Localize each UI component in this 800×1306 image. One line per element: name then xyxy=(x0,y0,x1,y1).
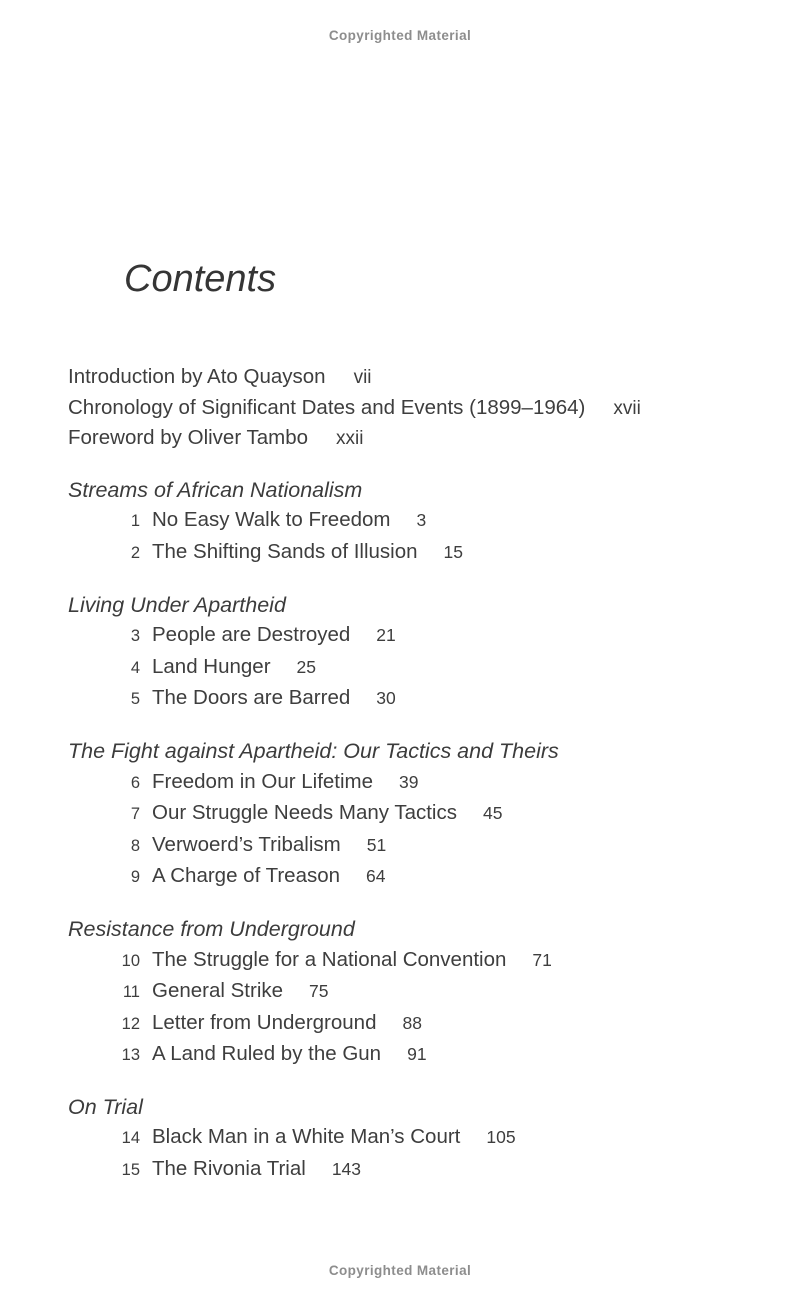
toc-entry xyxy=(68,1154,748,1186)
chapter-title: Land Hunger xyxy=(152,654,271,678)
chapter-number: 9 xyxy=(130,868,140,887)
chapter-title: Our Struggle Needs Many Tactics xyxy=(152,801,457,825)
chapter-page-number: 21 xyxy=(376,625,396,646)
chapter-page-number: 143 xyxy=(331,1159,362,1180)
chapter-number: 12 xyxy=(121,1014,140,1033)
chapter-page-number: 45 xyxy=(482,803,503,824)
chapter-title: Letter from Underground xyxy=(152,1010,377,1034)
toc-entry xyxy=(68,830,748,862)
chapter-title: Verwoerd’s Tribalism xyxy=(152,832,341,856)
toc-entry xyxy=(68,1039,748,1071)
section-heading: Living Under Apartheid xyxy=(68,592,286,617)
chapter-page-number: 91 xyxy=(407,1044,427,1065)
chapter-page-number: 39 xyxy=(399,771,419,792)
toc-entry xyxy=(68,861,748,893)
entry-label: Foreword by Oliver Tambo xyxy=(68,426,309,450)
chapter-title: Black Man in a White Man’s Court xyxy=(152,1125,461,1149)
front-matter-entry xyxy=(68,393,748,424)
chapter-page-number: 30 xyxy=(376,688,396,709)
chapter-title: General Strike xyxy=(152,979,284,1003)
chapter-page-number: 88 xyxy=(402,1012,422,1033)
section-heading: Resistance from Underground xyxy=(68,916,355,941)
chapter-number: 8 xyxy=(130,836,140,855)
chapter-title: Freedom in Our Lifetime xyxy=(152,769,374,793)
toc-section-on-trial xyxy=(68,1093,748,1186)
chapter-page-number: 75 xyxy=(309,981,329,1002)
toc-entry xyxy=(68,976,748,1008)
toc-section-streams-of-african-nationalism xyxy=(68,476,748,569)
chapter-number: 10 xyxy=(121,951,140,970)
toc-entry xyxy=(68,1122,748,1154)
entry-page-number: xvii xyxy=(613,397,641,419)
chapter-title: The Doors are Barred xyxy=(152,686,351,710)
chapter-title: A Land Ruled by the Gun xyxy=(152,1042,382,1066)
copyright-notice-bottom: Copyrighted Material xyxy=(328,1263,472,1278)
chapter-number: 7 xyxy=(130,805,140,824)
chapter-number: 4 xyxy=(130,658,140,677)
toc-entry xyxy=(68,537,748,569)
chapter-number: 2 xyxy=(130,543,140,562)
toc-entry xyxy=(68,505,748,537)
chapter-title: People are Destroyed xyxy=(152,623,351,647)
table-of-contents xyxy=(68,362,748,1186)
copyright-notice-top: Copyrighted Material xyxy=(328,28,472,43)
entry-label: Introduction by Ato Quayson xyxy=(68,365,326,388)
chapter-title: The Struggle for a National Convention xyxy=(152,947,507,971)
chapter-page-number: 51 xyxy=(366,834,387,855)
chapter-page-number: 15 xyxy=(443,541,463,562)
chapter-title: A Charge of Treason xyxy=(152,864,341,888)
toc-entry xyxy=(68,798,748,830)
toc-entry xyxy=(68,945,748,977)
section-heading: The Fight against Apartheid: Our Tactics and Theirs xyxy=(68,738,559,763)
toc-entry xyxy=(68,620,748,652)
entry-page-number: xxii xyxy=(336,428,364,450)
chapter-page-number: 3 xyxy=(416,510,427,531)
chapter-title: The Rivonia Trial xyxy=(152,1157,306,1181)
section-heading: Streams of African Nationalism xyxy=(68,477,363,502)
chapter-number: 13 xyxy=(121,1046,140,1065)
chapter-page-number: 25 xyxy=(296,656,317,677)
toc-entry xyxy=(68,767,748,799)
chapter-title: No Easy Walk to Freedom xyxy=(152,508,391,532)
chapter-page-number: 71 xyxy=(532,949,552,970)
front-matter-entry xyxy=(68,362,748,393)
chapter-number: 6 xyxy=(130,773,140,792)
toc-section-living-under-apartheid xyxy=(68,591,748,715)
chapter-title: The Shifting Sands of Illusion xyxy=(152,539,418,563)
chapter-page-number: 64 xyxy=(366,866,386,887)
chapter-number: 1 xyxy=(130,512,140,531)
toc-section-resistance-from-underground xyxy=(68,915,748,1071)
front-matter-entry xyxy=(68,423,748,454)
toc-entry xyxy=(68,1008,748,1040)
chapter-number: 11 xyxy=(122,983,140,1002)
entry-label: Chronology of Significant Dates and Events (1899–1964) xyxy=(68,395,586,419)
toc-entry xyxy=(68,683,748,715)
section-heading: On Trial xyxy=(68,1094,143,1119)
chapter-number: 3 xyxy=(130,627,140,646)
chapter-number: 15 xyxy=(121,1161,140,1180)
page-title: Contents xyxy=(124,258,277,300)
chapter-page-number: 105 xyxy=(486,1127,516,1148)
chapter-number: 5 xyxy=(130,690,140,709)
toc-entry xyxy=(68,652,748,684)
chapter-number: 14 xyxy=(121,1129,140,1148)
toc-section-the-fight-against-apartheid xyxy=(68,737,748,893)
front-matter-list xyxy=(68,362,748,454)
entry-page-number: vii xyxy=(353,367,372,388)
